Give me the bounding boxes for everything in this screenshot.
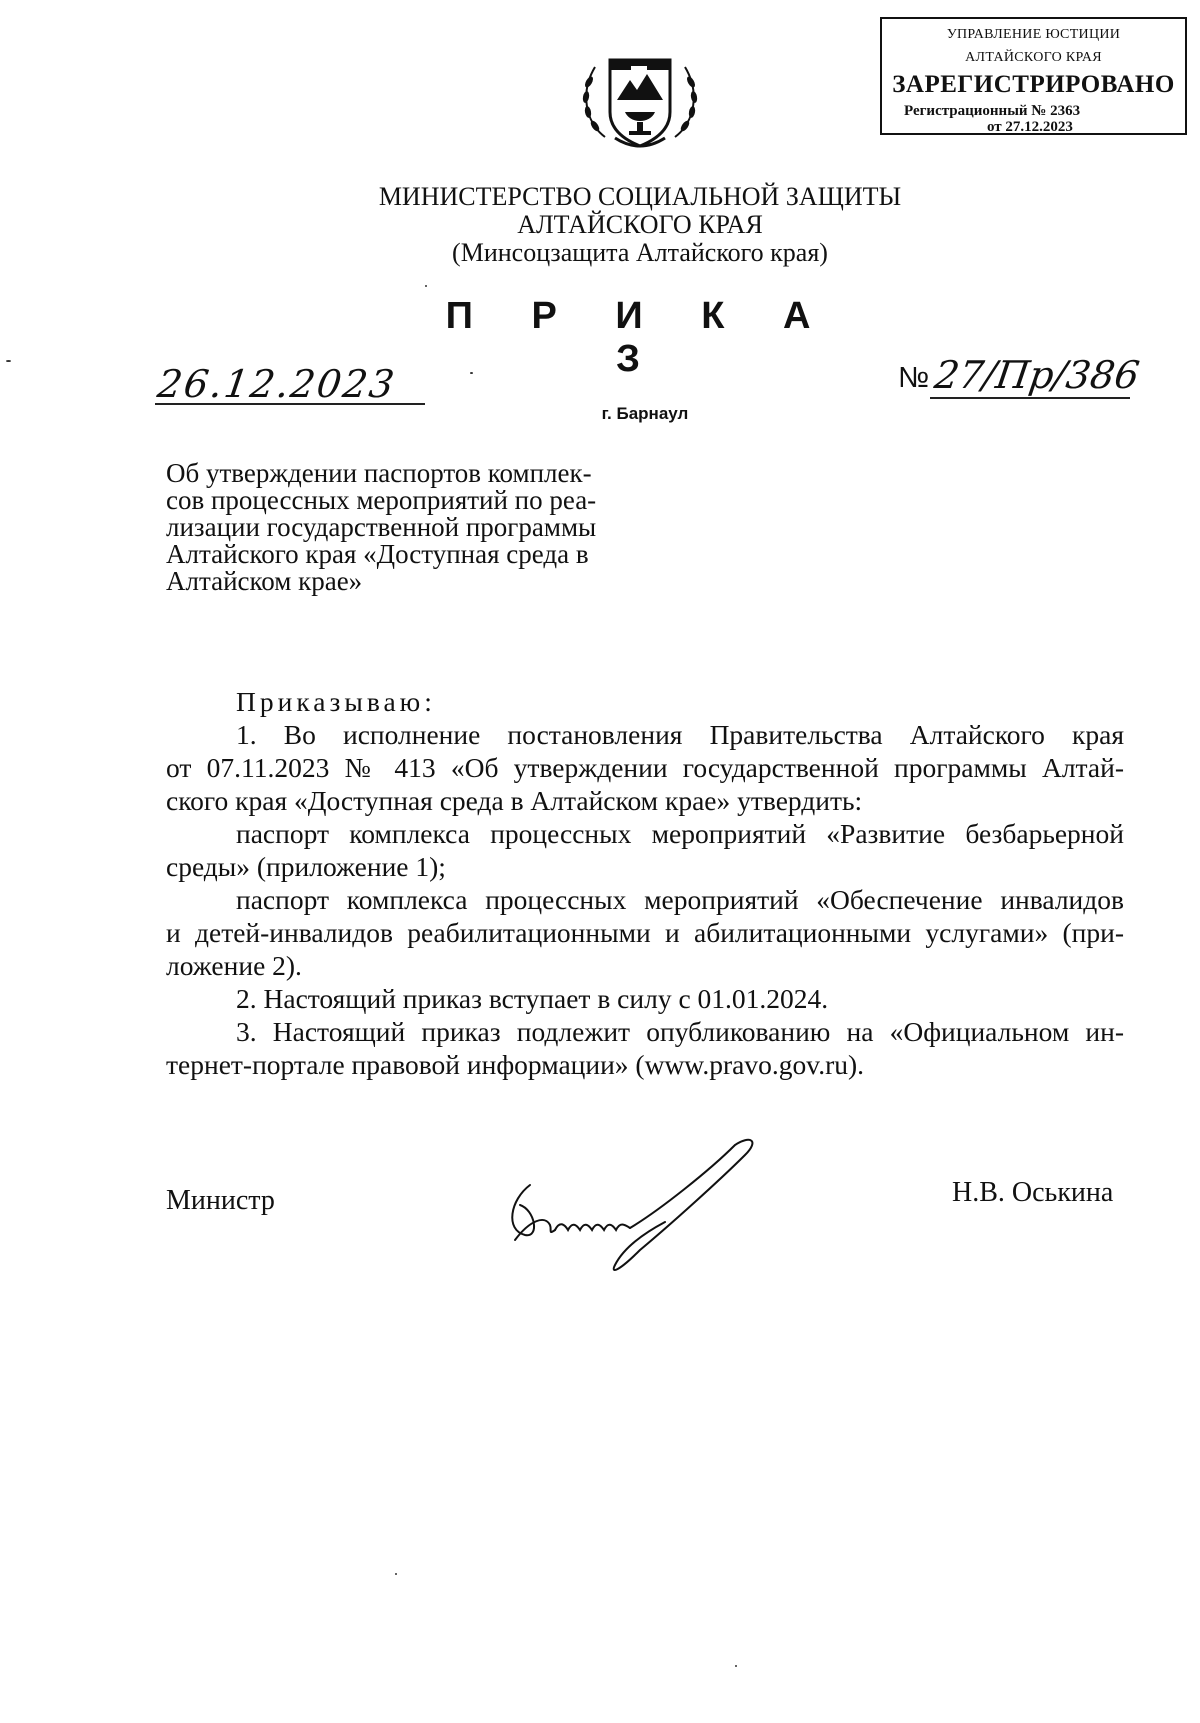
city: г. Барнаул <box>601 404 689 423</box>
body-line: ского края «Доступная среда в Алтайском крае» утвердить: <box>166 785 863 816</box>
order-subject <box>166 460 636 595</box>
stamp-org-line1: УПРАВЛЕНИЕ ЮСТИЦИИ <box>946 27 1121 42</box>
body-line: ложение 2). <box>166 950 302 981</box>
registration-stamp <box>880 17 1187 135</box>
document-type-title: П Р И К А З <box>445 295 835 380</box>
number-underline <box>930 397 1130 399</box>
subject-line: сов процессных мероприятий по реа- <box>166 485 597 515</box>
scan-speck <box>6 360 11 362</box>
subject-line: Алтайского края «Доступная среда в <box>166 539 589 569</box>
scan-speck <box>395 1573 397 1575</box>
stamp-reg-date: от 27.12.2023 <box>987 119 1073 135</box>
signer-position: Министр <box>166 1185 275 1216</box>
stamp-status: ЗАРЕГИСТРИРОВАНО <box>892 71 1175 98</box>
body-line: среды» (приложение 1); <box>166 851 446 882</box>
stamp-reg-number: Регистрационный № 2363 <box>904 103 1081 119</box>
order-body <box>166 685 1124 1081</box>
subject-line: Алтайском крае» <box>166 566 363 596</box>
scan-speck <box>425 285 427 287</box>
scan-speck <box>735 1665 737 1667</box>
stamp-org-line2: АЛТАЙСКОГО КРАЯ <box>965 50 1102 65</box>
body-line: 1. Во исполнение постановления Правительства Алтайского края <box>236 719 1124 750</box>
ministry-name-line1: МИНИСТЕРСТВО СОЦИАЛЬНОЙ ЗАЩИТЫ <box>378 182 902 211</box>
body-line: и детей-инвалидов реабилитационными и абилитационными услугами» (при- <box>166 917 1124 948</box>
body-line: 2. Настоящий приказ вступает в силу с 01.01.2024. <box>236 983 829 1014</box>
order-date: 26.12.2023 <box>154 362 399 406</box>
ministry-name-line2: АЛТАЙСКОГО КРАЯ <box>517 210 763 239</box>
body-line: от 07.11.2023 № 413 «Об утверждении государственной программы Алтай- <box>166 752 1124 783</box>
body-line: паспорт комплекса процессных мероприятий «Развитие безбарьерной <box>236 818 1124 849</box>
body-line: 3. Настоящий приказ подлежит опубликованию на «Официальном ин- <box>236 1016 1124 1047</box>
ministry-header <box>300 183 980 267</box>
body-lead: Приказываю: <box>236 686 436 717</box>
order-number: 27/Пр/386 <box>931 353 1143 397</box>
ministry-short-name: (Минсоцзащита Алтайского края) <box>452 238 828 267</box>
coat-of-arms-icon <box>575 42 705 162</box>
signer-name: Н.В. Оськина <box>952 1177 1114 1208</box>
subject-line: Об утверждении паспортов комплек- <box>166 458 592 488</box>
subject-line: лизации государственной программы <box>166 512 597 542</box>
body-line: паспорт комплекса процессных мероприятий «Обеспечение инвалидов <box>236 884 1124 915</box>
date-underline <box>155 403 425 405</box>
scan-speck <box>470 372 473 374</box>
body-line: тернет-портале правовой информации» (www.pravo.gov.ru). <box>166 1049 865 1080</box>
handwritten-signature <box>490 1130 790 1280</box>
number-sign: № <box>898 362 930 394</box>
